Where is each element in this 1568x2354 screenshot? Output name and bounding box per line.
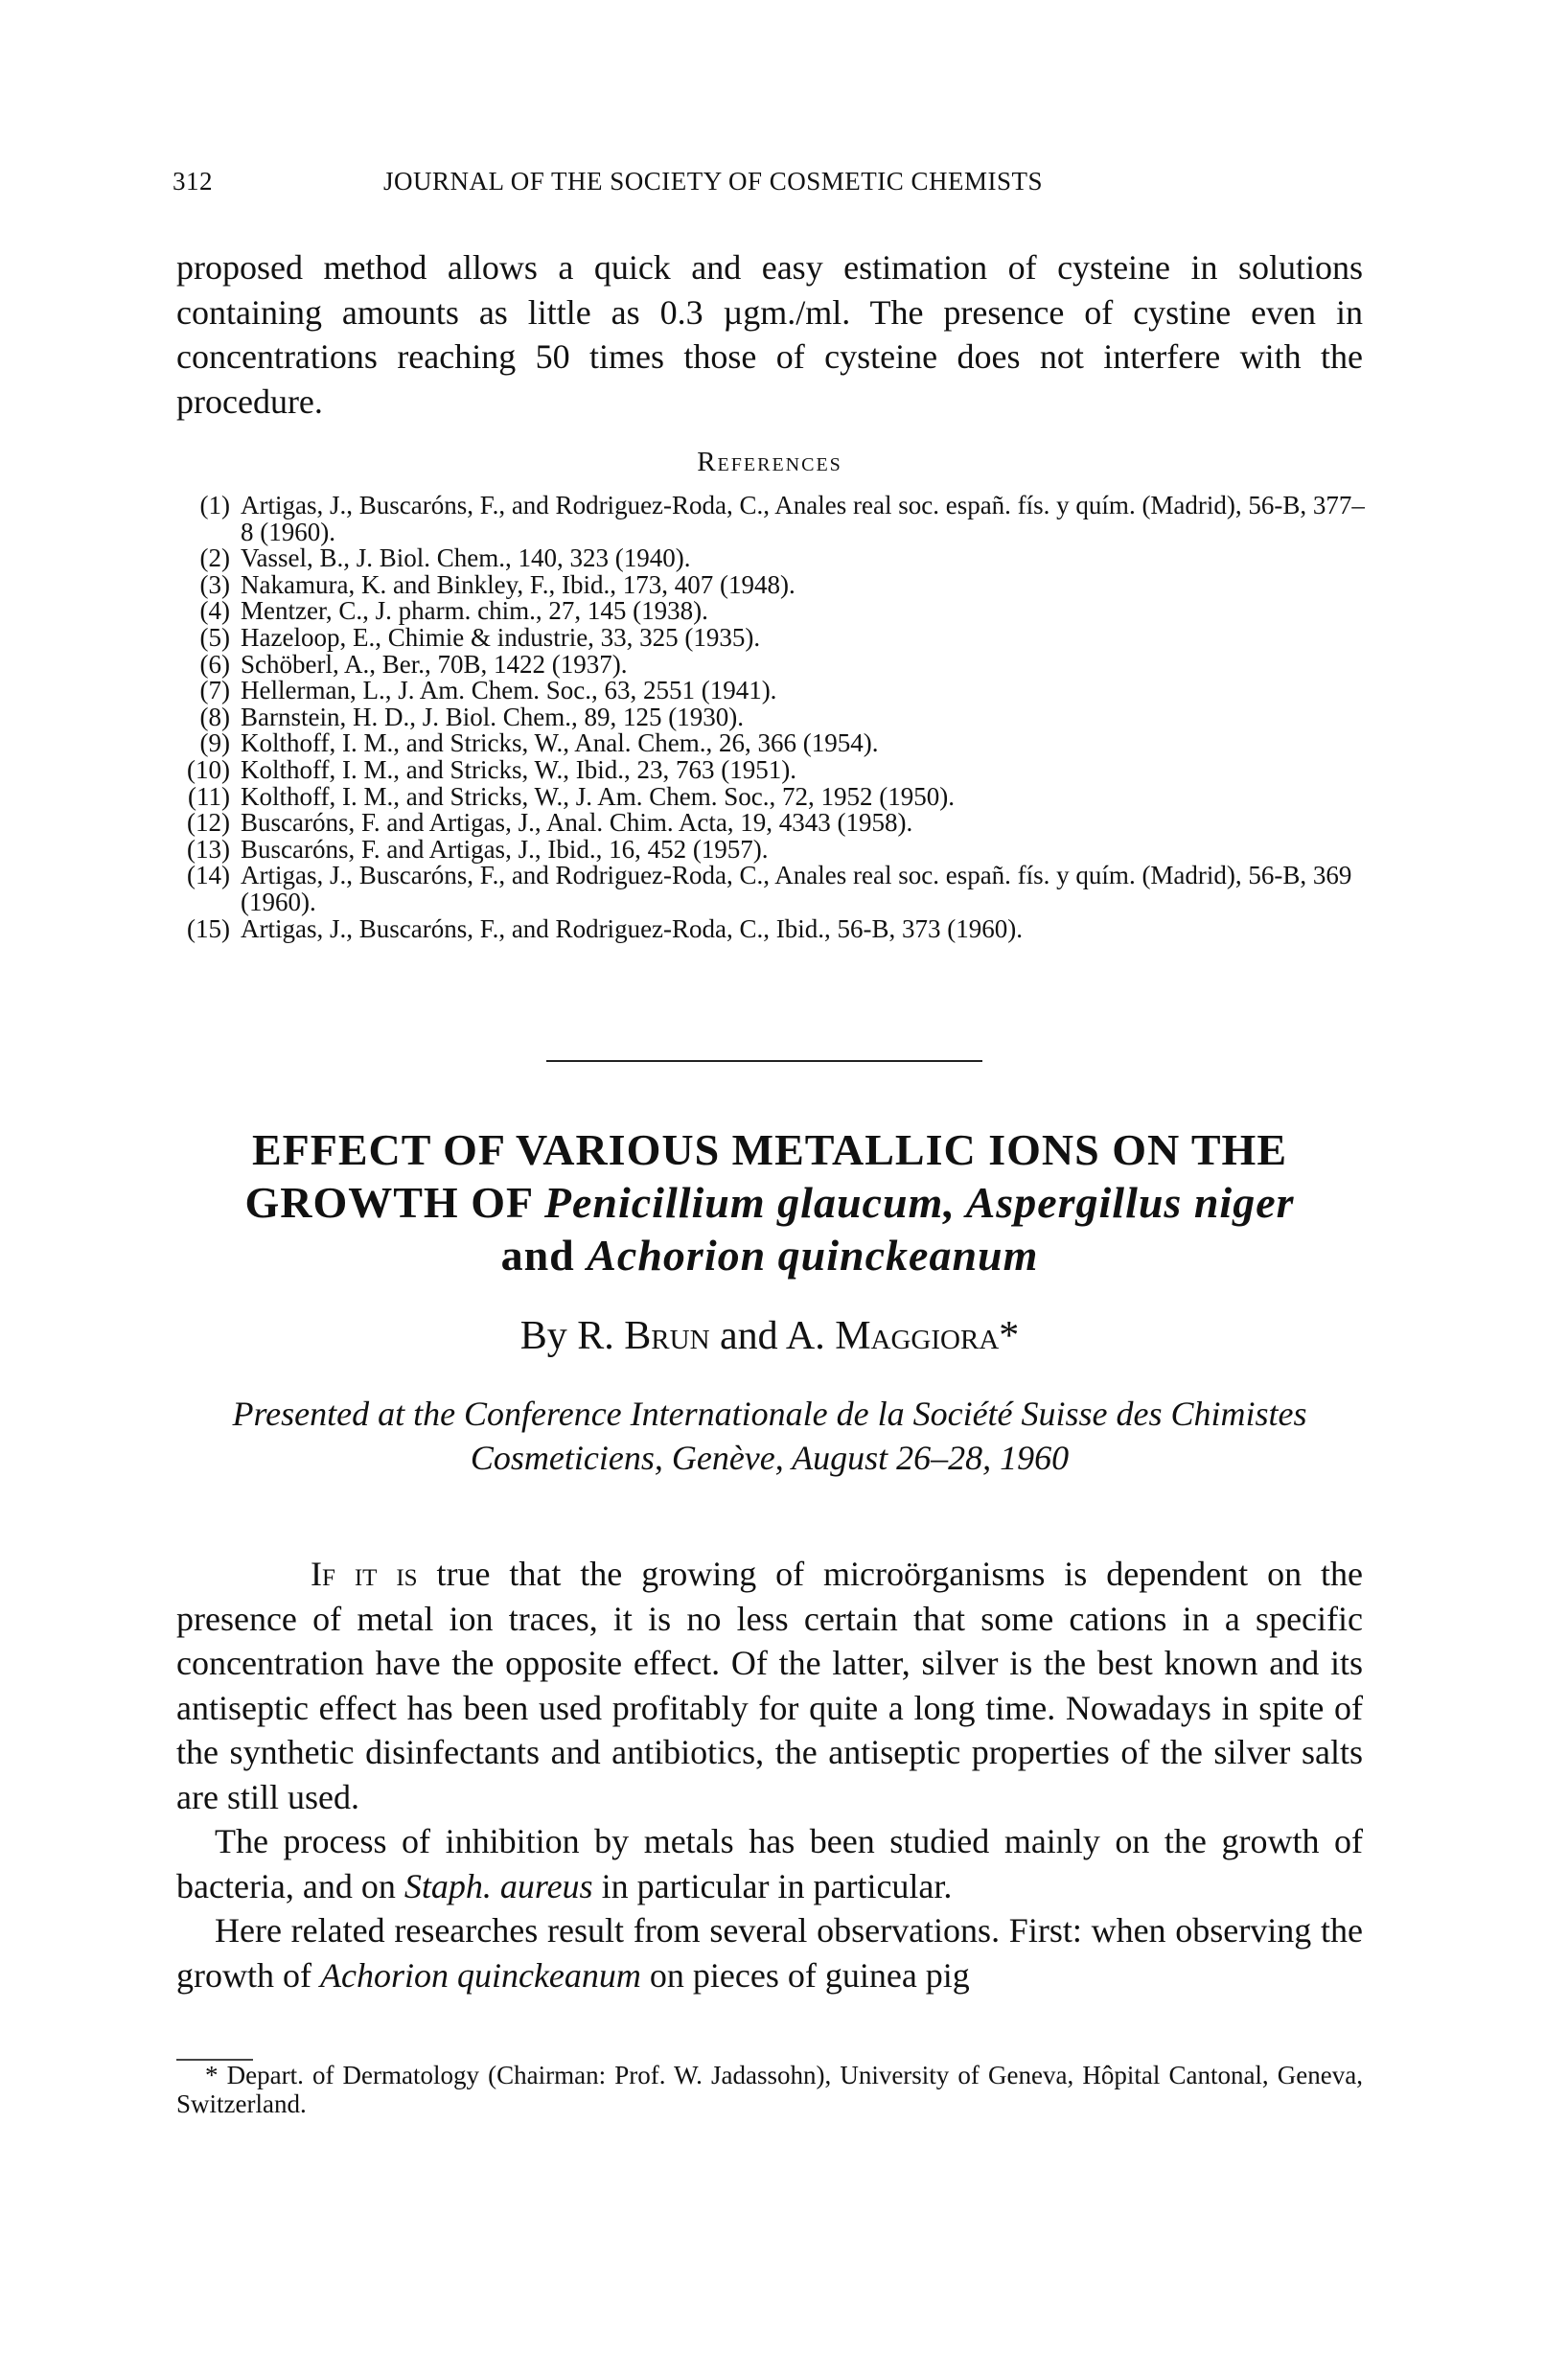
reference-number: (3) [199, 569, 230, 599]
body-paragraph-3 [176, 1908, 1363, 1997]
section-divider [546, 1060, 982, 1062]
paragraph-2-text-a: The process of inhibition by metals has been studied mainly on the growth of bacteria, and on [176, 1822, 1363, 1905]
author-1-surname: Brun [624, 1314, 710, 1358]
presented-note [176, 1392, 1363, 1480]
reference-item [176, 781, 1365, 811]
reference-item [176, 913, 1365, 943]
reference-number: (13) [187, 834, 230, 864]
reference-item [176, 863, 1365, 915]
reference-text: Artigas, J., Buscaróns, F., and Rodriguez-Roda, C., Anales real soc. españ. fís. y quím. (Madrid), 56-B, 377–8 (1960). [241, 491, 1365, 546]
reference-item [176, 545, 1365, 572]
reference-text: Hellerman, L., J. Am. Chem. Soc., 63, 2551 (1941). [241, 676, 777, 705]
references-heading: References [697, 447, 842, 477]
reference-number: (10) [187, 754, 230, 784]
reference-text: Barnstein, H. D., J. Biol. Chem., 89, 125 (1930). [241, 702, 744, 731]
author-2-surname: Maggiora [835, 1314, 1000, 1358]
intro-paragraph: proposed method allows a quick and easy estimation of cysteine in solutions containing amounts as little as 0.3 µgm./ml. The presence of cystine even in concentrations reaching 50 times those of cysteine does not interfere with the procedure. [176, 248, 1363, 421]
reference-item [176, 834, 1365, 864]
presented-line-2: Cosmeticiens, Genève, August 26–28, 1960 [470, 1439, 1070, 1477]
footnote: * Depart. of Dermatology (Chairman: Prof. W. Jadassohn), University of Geneva, Hôpital Cantonal, Geneva, Switzerland. [176, 2061, 1363, 2118]
reference-text: Schöberl, A., Ber., 70B, 1422 (1937). [241, 649, 628, 679]
reference-item [176, 678, 1365, 704]
reference-text: Hazeloop, E., Chimie & industrie, 33, 325 (1935). [241, 622, 761, 652]
paragraph-3-text-a: Here related researches result from several observations. First: when observing the growth of [176, 1911, 1363, 1995]
body-paragraph-2 [176, 1819, 1363, 1908]
paragraph-3-species: Achorion quinckeanum [319, 1955, 641, 1995]
author-2-footnote-mark: * [999, 1314, 1020, 1358]
reference-text: Artigas, J., Buscaróns, F., and Rodriguez-Roda, C., Ibid., 56-B, 373 (1960). [241, 913, 1023, 943]
reference-text: Buscaróns, F. and Artigas, J., Ibid., 16, 452 (1957). [241, 834, 769, 864]
reference-item [176, 704, 1365, 731]
author-1-initial: R. [577, 1314, 614, 1358]
reference-number: (4) [199, 596, 230, 626]
title-line-2 [176, 1176, 1363, 1229]
article-title [176, 1123, 1363, 1281]
article-body [176, 1552, 1363, 1997]
title-line-1: EFFECT OF VARIOUS METALLIC IONS ON THE [251, 1125, 1288, 1174]
reference-list [176, 493, 1365, 942]
reference-text: Kolthoff, I. M., and Stricks, W., J. Am. Chem. Soc., 72, 1952 (1950). [241, 781, 955, 811]
body-paragraph-1 [176, 1552, 1363, 1819]
reference-text: Buscaróns, F. and Artigas, J., Anal. Chim. Acta, 19, 4343 (1958). [241, 808, 913, 838]
reference-text: Mentzer, C., J. pharm. chim., 27, 145 (1938). [241, 596, 708, 626]
reference-item [176, 622, 1365, 652]
title-line-3-species: Achorion quinckeanum [587, 1231, 1039, 1280]
title-line-3 [176, 1229, 1363, 1281]
reference-text: Nakamura, K. and Binkley, F., Ibid., 173, 407 (1948). [241, 569, 796, 599]
reference-number: (12) [187, 808, 230, 838]
reference-item [176, 598, 1365, 625]
author-2-initial: A. [785, 1314, 825, 1358]
reference-number: (8) [199, 702, 230, 731]
reference-text: Vassel, B., J. Biol. Chem., 140, 323 (1940). [241, 543, 691, 573]
running-head [173, 167, 1361, 205]
reference-number: (6) [199, 649, 230, 679]
paragraph-2-text-b: in particular in particular. [592, 1866, 953, 1905]
reference-item [176, 754, 1365, 784]
reference-number: (2) [199, 543, 230, 573]
reference-number: (5) [199, 622, 230, 652]
reference-text: Kolthoff, I. M., and Stricks, W., Ibid., 23, 763 (1951). [241, 754, 796, 784]
journal-title: JOURNAL OF THE SOCIETY OF COSMETIC CHEMISTS [383, 167, 1044, 196]
reference-number: (9) [199, 728, 230, 758]
paragraph-2-species: Staph. aureus [404, 1866, 593, 1905]
title-line-3-prefix: and [500, 1231, 575, 1280]
byline-by: By [519, 1314, 567, 1358]
byline-and: and [720, 1314, 778, 1358]
reference-item [176, 810, 1365, 837]
paragraph-1-lead: If it is [311, 1555, 418, 1593]
reference-number: (11) [188, 781, 230, 811]
reference-number: (1) [199, 491, 230, 519]
byline [176, 1313, 1363, 1359]
paragraph-1-text: true that the growing of microörganisms is dependent on the presence of metal ion traces, it is no less certain that some cations in a specific concentration have the opposite effect. Of the latter, silver is the best known and its antiseptic effect has been used profitably for quite a long time. Nowadays in spite of the synthetic disinfectants and antibiotics, the antiseptic properties of the silver salts are still used. [176, 1555, 1363, 1816]
paragraph-3-text-b: on pieces of guinea pig [640, 1955, 970, 1995]
reference-item [176, 649, 1365, 679]
reference-item [176, 569, 1365, 599]
page-number: 312 [173, 167, 213, 196]
reference-number: (7) [199, 676, 230, 705]
reference-text: Kolthoff, I. M., and Stricks, W., Anal. Chem., 26, 366 (1954). [241, 728, 879, 758]
reference-item [176, 493, 1365, 545]
title-line-2-species: Penicillium glaucum, Aspergillus niger [543, 1178, 1295, 1227]
reference-text: Artigas, J., Buscaróns, F., and Rodriguez-Roda, C., Anales real soc. españ. fís. y quím. (Madrid), 56-B, 369 (1960). [241, 861, 1352, 916]
reference-item [176, 730, 1365, 757]
title-line-2-prefix: GROWTH OF [244, 1178, 533, 1227]
presented-line-1: Presented at the Conference Internationale de la Société Suisse des Chimistes [232, 1395, 1307, 1433]
reference-number: (15) [187, 913, 230, 943]
reference-number: (14) [187, 861, 230, 890]
